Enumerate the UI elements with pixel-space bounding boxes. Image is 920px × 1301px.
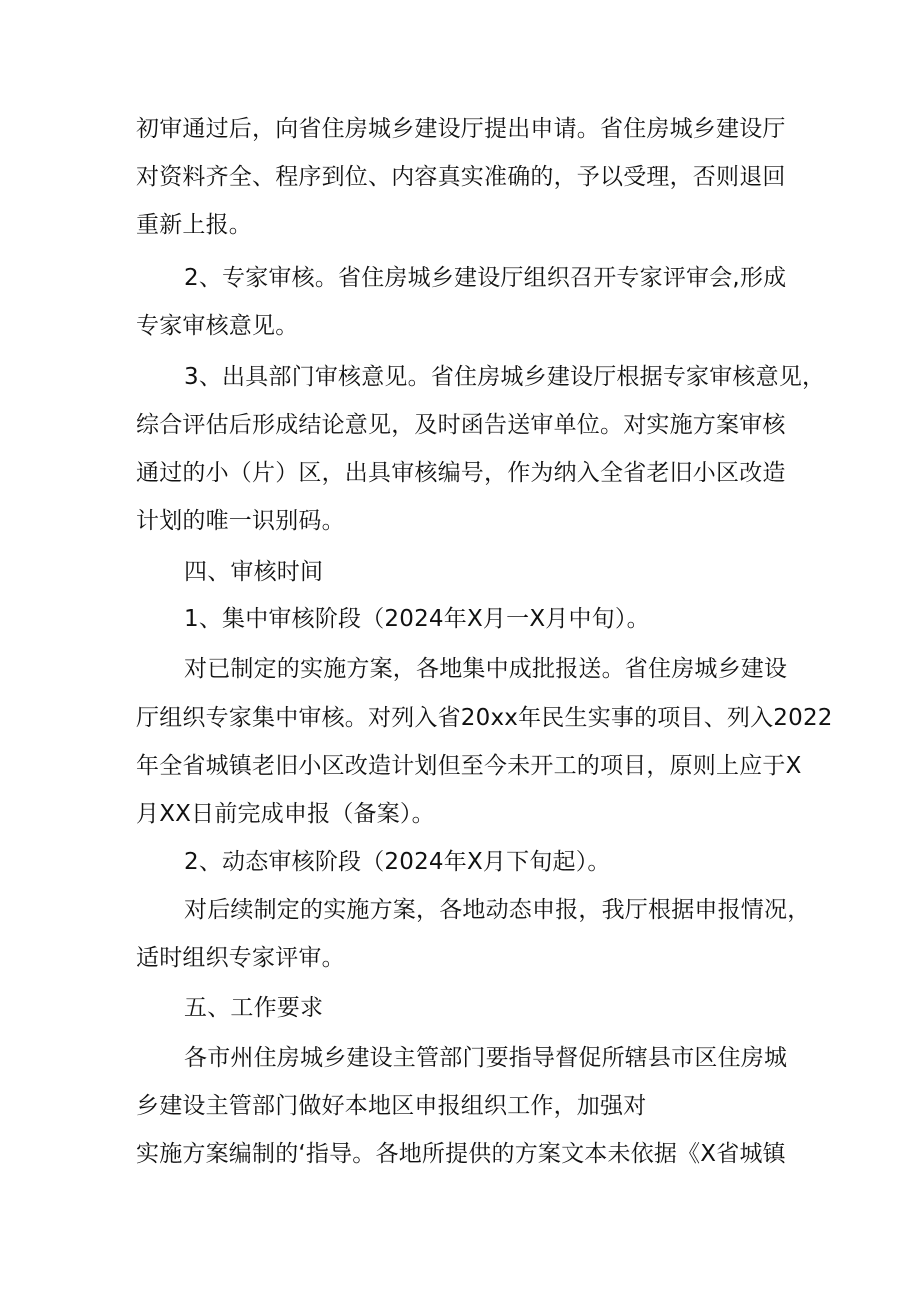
text-line: 四、审核时间 — [184, 559, 324, 585]
text-line: 月XX日前完成申报（备案）。 — [136, 801, 435, 827]
text-line: 实施方案编制的‘指导。各地所提供的方案文本未依据《X省城镇 — [136, 1141, 786, 1167]
text-line: 2、专家审核。省住房城乡建设厅组织召开专家评审会,形成 — [184, 265, 787, 291]
text-line: 对后续制定的实施方案，各地动态申报，我厅根据申报情况， — [184, 897, 811, 923]
text-line: 年全省城镇老旧小区改造计划但至今未开工的项目，原则上应于X — [136, 753, 802, 779]
text-line: 五、工作要求 — [184, 995, 324, 1021]
text-line: 综合评估后形成结论意见，及时函告送审单位。对实施方案审核 — [136, 412, 786, 438]
text-line: 计划的唯一识别码。 — [136, 508, 345, 534]
text-line: 2、动态审核阶段（2024年X月下旬起）。 — [184, 849, 611, 875]
text-line: 对资料齐全、程序到位、内容真实准确的，予以受理，否则退回 — [136, 164, 786, 190]
text-line: 3、出具部门审核意见。省住房城乡建设厅根据专家审核意见， — [184, 364, 826, 390]
text-line: 1、集中审核阶段（2024年X月一X月中旬）。 — [184, 606, 650, 632]
text-line: 通过的小（片）区，出具审核编号，作为纳入全省老旧小区改造 — [136, 460, 786, 486]
text-line: 专家审核意见。 — [136, 313, 299, 339]
text-line: 各市州住房城乡建设主管部门要指导督促所辖县市区住房城 — [184, 1045, 788, 1071]
text-line: 初审通过后，向省住房城乡建设厅提出申请。省住房城乡建设厅 — [136, 116, 786, 142]
text-line: 对已制定的实施方案，各地集中成批报送。省住房城乡建设 — [184, 656, 788, 682]
text-line: 适时组织专家评审。 — [136, 945, 345, 971]
text-line: 厅组织专家集中审核。对列入省20xx年民生实事的项目、列入2022 — [136, 705, 833, 731]
text-line: 乡建设主管部门做好本地区申报组织工作，加强对 — [136, 1093, 647, 1119]
text-line: 重新上报。 — [136, 212, 252, 238]
